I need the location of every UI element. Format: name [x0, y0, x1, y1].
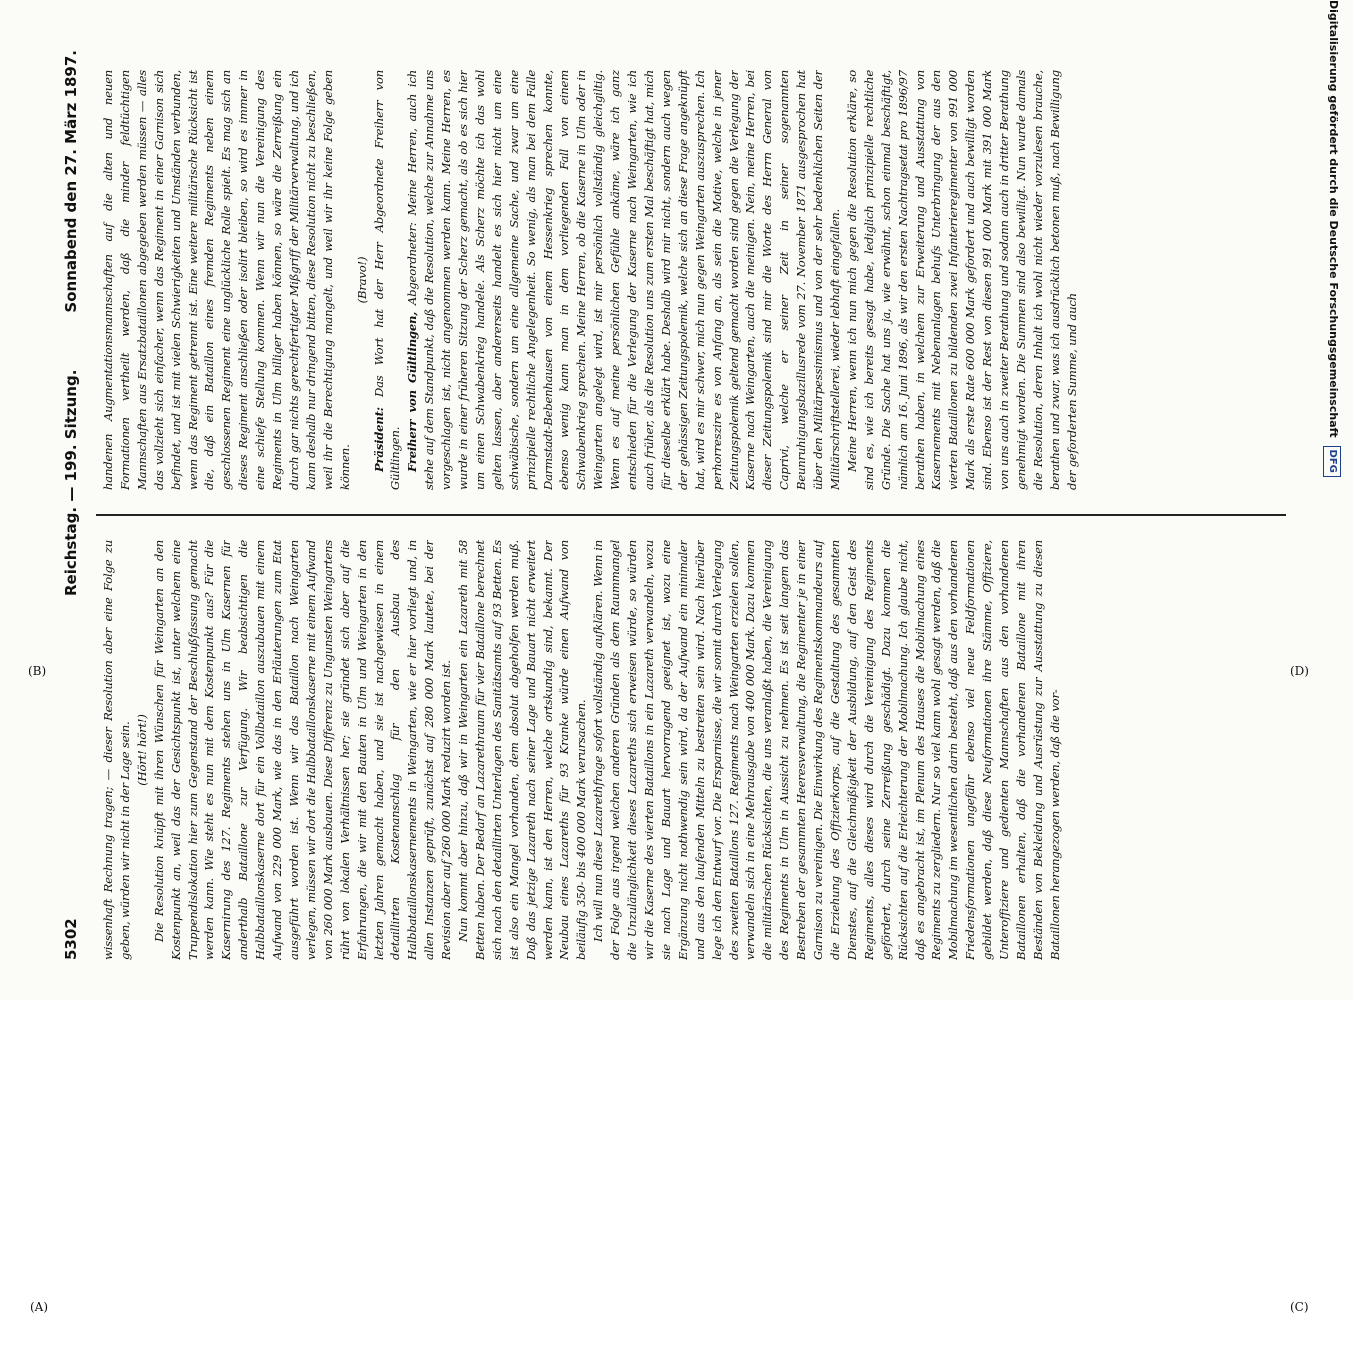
speaker-label: Präsident: [371, 407, 386, 472]
margin-letter-d: (D) [1290, 664, 1309, 678]
right-column [100, 70, 1280, 490]
session-date: Sonnabend den 27. März 1897. [62, 50, 80, 313]
margin-letter-b: (B) [28, 664, 47, 678]
speaker-label: Freiherr von Gültlingen, [405, 311, 420, 472]
paragraph: Die Resolution knüpft mit ihren Wünschen für Weingarten an den Kostenpunkt an, weil das der Gesichtspunkt ist, unter welchem eine Truppendislokation hier zum Gegenstand der Beschlußfassung gemacht werden kann. Wie steht es nun mit dem Kostenpunkt aus? Für die Kasernirung des 127. Regiments stehen uns in Ulm Kasernen für anderthalb Bataillone zur Verfügung. Wir beabsichtigen die Halbbataillonskaserne dort für ein Vollbataillon auszubauen mit einem Aufwand von 229 000 Mark, wie das in den Erläuterungen zum Etat ausgeführt worden ist. Wenn wir das Bataillon nach Weingarten verlegen, müssen wir dort die Halbbataillonskaserne mit einem Aufwand von 260 000 Mark ausbauen. Diese Differenz zu Ungunsten Weingartens rührt von lokalen Verhältnissen her; sie gründet sich aber auf die Erfahrungen, die wir mit den Bauten in Ulm und Weingarten in den letzten Jahren gemacht haben, und sie ist nachgewiesen in einem detaillirten Kostenanschlag für den Ausbau des Halbbataillonskasernements in Weingarten, wie er hier vorliegt und, in allen Instanzen geprüft, zunächst auf 280 000 Mark lautete, bei der Revision aber auf 260 000 Mark reduzirt worden ist. [151, 540, 454, 960]
speaker-paragraph [371, 70, 405, 490]
speaker-text: Das Wort hat der Herr Abgeordnete Freiherr von Gültlingen. [371, 70, 403, 490]
interjection: (Bravo!) [354, 256, 369, 304]
paragraph: Meine Herren, wenn ich nun mich gegen die Resolution erkläre, so sind es, wie ich bereits gesagt habe, lediglich prinzipielle rechtliche Gründe. Die Sache hat uns ja, wie erwähnt, schon einmal beschäftigt, nämlich am 16. Juni 1896, als wir den ersten Nachtragsetat pro 1896/97 berathen haben, in welchem zur Erweiterung und Ausstattung von Kasernements mit Nebenanlagen behufs Unterbringung der aus den vierten Bataillonen zu bildenden zwei Infanterieregimenter von 991 000 Mark als erste Rate 600 000 Mark gefordert und auch bewilligt worden sind. Ebenso ist der Rest von diesen 991 000 Mark mit 391 000 Mark von uns auch in zweiter Berathung und sodann auch in dritter Berathung genehmigt worden. Die Summen sind also bewilligt. Nun wurde damals die Resolution, deren Inhalt ich wohl nicht wieder vorzulesen brauche, berathen und zwar, was ich ausdrücklich betonen muß, nach Bewilligung der geforderten Summe, und auch [844, 70, 1079, 490]
speaker-text: Abgeordneter: Meine Herren, auch ich stehe auf dem Standpunkt, daß die Resolution, welche zur Annahme uns vorgeschlagen ist, nicht angenommen werden kann. Meine Herren, es wurde in einer früheren Sitzung der Scherz gemacht, als ob es sich hier um einen Schwabenkrieg handele. Als Scherz möchte ich das wohl gelten lassen, aber andererseits handelt es sich hier nicht um eine schwäbische, sondern um eine allgemeine Sache, und zwar um eine prinzipielle rechtliche Angelegenheit. So wenig, als man bei dem Falle Darmstadt-Bebenhausen von einem Hessenkrieg sprechen konnte, ebenso wenig kann man in dem vorliegenden Fall von einem Schwabenkrieg sprechen. Meine Herren, ob die Kaserne in Ulm oder in Weingarten angelegt wird, ist mir persönlich vollständig gleichgiltig. Wenn es auf meine persönlichen Gefühle ankäme, wäre ich ganz entschieden für die Verlegung der Kaserne nach Weingarten, wie ich auch früher, als die Resolution uns zum ersten Mal beschäftigt hat, mich für dieselbe erklärt habe. Deshalb wird mir nicht, sondern auch wegen der gehässigen Zeitungspolemik, welche sich an diese Frage angeknüpft hat, wird es mir schwer, mich nun gegen Weingarten auszusprechen. Ich perhorreszire es von Anfang an, als sein die Motive, welche in jener Zeitungspolemik geltend gemacht worden sind gegen die Verlegung der Kaserne nach Weingarten, auch die meinigen. Nein, meine Herren, bei dieser Zeitungspolemik sind mir die Worte des Herrn General von Caprivi, welche er seiner Zeit in seiner sogenannten Beunruhigungsbazillusrede vom 27. November 1871 ausgesprochen hat über den Militärpessimismus und von der sehr bedenklichen Seiten der Militärschriftstellerei, wieder lebhaft eingefallen. [405, 70, 842, 490]
margin-letter-c: (C) [1290, 1300, 1309, 1314]
credit-text-wrap [1320, 0, 1346, 1353]
dfg-logo: DFG [1323, 446, 1341, 477]
left-column [100, 540, 1280, 960]
paragraph: wissenhaft Rechnung tragen; — dieser Resolution aber eine Folge zu geben, würden wir nicht in der Lage sein. [101, 540, 132, 960]
digitization-credit [1320, 0, 1346, 1353]
paragraph: handenen Augmentationsmannschaften auf die alten und neuen Formationen vertheilt werden, daß die minder feldtüchtigen Mannschaften aus Ersatzbataillonen abgegeben werden müssen — alles das vollzieht sich einfacher, wenn das Regiment in einer Garnison sich befindet, und ist mit vielen Schwierigkeiten und Umständen verbunden, wenn das Regiment getrennt ist. Eine weitere militärische Rücksicht ist die, daß ein Bataillon eines fremden Regiments neben einem geschlossenen Regiment eine unglückliche Rolle spielt. Es mag sich an dieses Regiment anschließen oder isolirt bleiben, so wird es immer in eine schiefe Stellung kommen. Wenn wir nun die Vereinigung des Regiments in Ulm billiger haben können, so wäre die Zerreißung ein durch gar nichts gerechtfertigter Mißgriff der Militärverwaltung, und ich kann deshalb nur dringend bitten, diese Resolution nicht zu beschließen, weil ihr die Berechtigung mangelt, und weil wir ihr keine Folge geben können. [101, 70, 352, 490]
page-header [62, 50, 86, 960]
paragraph: Ich will nun diese Lazarethfrage sofort vollständig aufklären. Wenn in der Folge aus irgend welchen anderen Gründen als dem Raummangel die Unzulänglichkeit dieses Lazareths sich erweisen würde, so würden wir die Kaserne des vierten Bataillons in ein Lazareth verwandeln, wozu sie nach Lage und Bauart hervorragend geeignet ist, wozu eine Ergänzung nicht nothwendig sein wird, da der Aufwand ein minimaler und aus den laufenden Mitteln zu bestreiten sein wird. Nach hierüber lege ich den Entwurf vor. Die Ersparnisse, die wir somit durch Verlegung des zweiten Bataillons 127. Regiments nach Weingarten erzielen sollen, verwandeln sich in eine Mehrausgabe von 400 000 Mark. Dazu kommen die militärischen Rücksichten, die uns veranlaßt haben, die Vereinigung des Regiments in Ulm in Aussicht zu nehmen. Es ist seit langem das Bestreben der gesammten Heeresverwaltung, die Regimenter je in einer Garnison zu vereinigen. Die Einwirkung des Regimentskommandeurs auf die Erziehung des Offizierkorps, auf die Gestaltung des gesammten Dienstes, auf die Gleichmäßigkeit der Ausbildung, auf den Geist des Regiments, alles dieses wird durch die Vereinigung des Regiments gefördert, durch seine Zerreißung geschädigt. Dazu kommen die Rücksichten auf die Erleichterung der Mobilmachung. Ich glaube nicht, daß es angebracht ist, im Plenum des Hauses die Mobilmachung eines Regiments zu zergliedern. Nur so viel kann wohl gesagt werden, daß die Mobilmachung im wesentlichen darin besteht, daß aus den vorhandenen Friedensformationen ungefähr ebenso viel neue Feldformationen gebildet werden, daß diese Neuformationen ihre Stämme, Offiziere, Unteroffiziere und gedienten Mannschaften aus den vorhandenen Bataillonen erhalten, daß die vorhandenen Bataillone mit ihren Beständen von Bekleidung und Ausrüstung zur Ausstattung zu diesen Bataillonen herangezogen werden, daß die vor- [591, 540, 1062, 960]
margin-letter-a: (A) [30, 1300, 49, 1314]
interjection: (Hört! hört!) [134, 714, 149, 786]
page-number: 5302 [62, 918, 80, 960]
credit-text: Digitalisierung gefördert durch die Deutsche Forschungsgemeinschaft [1327, 0, 1340, 438]
session-title: Reichstag. — 199. Sitzung. [62, 369, 80, 596]
speaker-paragraph [404, 70, 844, 490]
column-divider [96, 515, 1286, 517]
paragraph: Nun kommt aber hinzu, daß wir in Weingarten ein Lazareth mit 58 Betten haben. Der Bedarf an Lazarethraum für vier Bataillone berechnet sich nach den detaillirten Unterlagen des Sanitätsamts auf 93 Betten. Es ist also ein Mangel vorhanden, dem absolut abgeholfen werden muß. Daß das jetzige Lazareth nach seiner Lage und Bauart nicht erweitert werden kann, ist den Herren, welche ortskundig sind, bekannt. Der Neubau eines Lazareths für 93 Kranke würde einen Aufwand von beiläufig 350- bis 400 000 Mark verursachen. [456, 540, 589, 960]
